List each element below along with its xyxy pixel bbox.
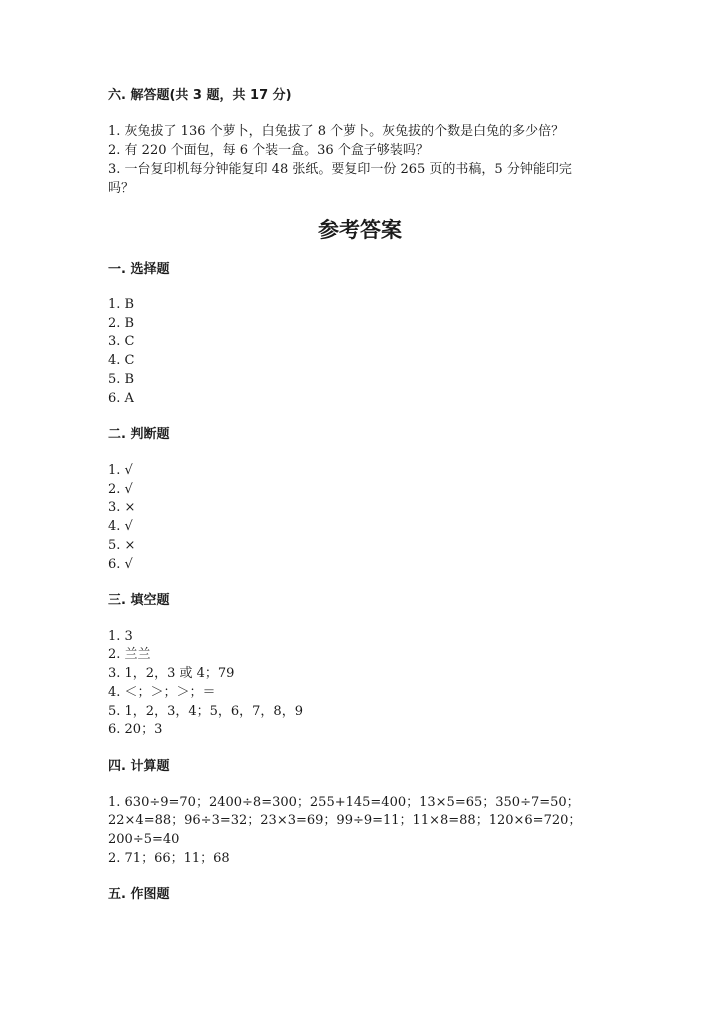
answer-line: 3. × xyxy=(108,500,136,515)
answer-line: 22×4=88；96÷3=32；23×3=69；99÷9=11；11×8=88；120×6=720； xyxy=(108,813,582,828)
answer-line: 6. 20；3 xyxy=(108,722,163,737)
question-line: 1. 灰兔拔了 136 个萝卜，白兔拔了 8 个萝卜。灰兔拔的个数是白兔的多少倍？ xyxy=(108,124,565,139)
section-heading-answer-questions: 六. 解答题(共 3 题，共 17 分) xyxy=(108,88,292,103)
question-line: 3. 一台复印机每分钟能复印 48 张纸。要复印一份 265 页的书稿，5 分钟能印完 xyxy=(108,162,572,177)
answer-line: 200÷5=40 xyxy=(108,832,180,847)
section-heading-fill-in: 三. 填空题 xyxy=(108,593,170,608)
answer-line: 2. B xyxy=(108,316,135,331)
answer-line: 3. 1，2，3 或 4；79 xyxy=(108,666,235,681)
question-line: 吗？ xyxy=(108,181,135,196)
answer-line: 3. C xyxy=(108,334,135,349)
section-heading-calculation: 四. 计算题 xyxy=(108,759,170,774)
answer-line: 6. √ xyxy=(108,557,133,572)
section-heading-drawing: 五. 作图题 xyxy=(108,887,170,902)
answer-line: 1. √ xyxy=(108,463,133,478)
question-line: 2. 有 220 个面包，每 6 个装一盒。36 个盒子够装吗？ xyxy=(108,143,429,158)
answer-line: 6. A xyxy=(108,391,134,406)
answer-line: 1. B xyxy=(108,297,135,312)
answer-line: 5. 1，2，3，4；5，6，7，8，9 xyxy=(108,704,303,719)
answer-line: 2. 兰兰 xyxy=(108,647,151,662)
answer-line: 5. × xyxy=(108,538,136,553)
answer-line: 2. √ xyxy=(108,482,133,497)
answer-line: 4. C xyxy=(108,353,135,368)
answer-line: 1. 630÷9=70；2400÷8=300；255+145=400；13×5=65；350÷7=50； xyxy=(108,795,580,810)
section-heading-true-false: 二. 判断题 xyxy=(108,427,170,442)
answer-line: 5. B xyxy=(108,372,135,387)
answers-title: 参考答案 xyxy=(318,218,402,242)
answer-line: 1. 3 xyxy=(108,629,133,644)
answer-line: 4. ＜；＞；＞；＝ xyxy=(108,685,216,700)
section-heading-multiple-choice: 一. 选择题 xyxy=(108,262,170,277)
answer-line: 4. √ xyxy=(108,519,133,534)
answer-line: 2. 71；66；11；68 xyxy=(108,851,230,866)
